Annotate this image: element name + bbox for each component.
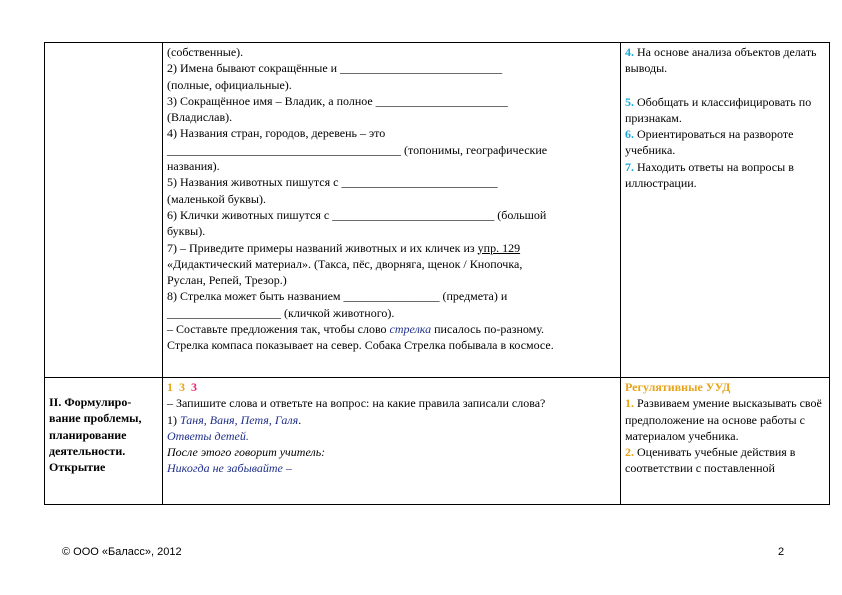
text-line: (Владислав). — [167, 110, 233, 125]
skill-text: Оценивать учебные действия в соответствии с поставленной — [625, 445, 796, 476]
stage-cell: II. Формулиро-вание проблемы, планирование деятельности. Открытие — [45, 378, 163, 505]
skill-number: 1. — [625, 396, 634, 411]
text-span: писалось по-разному. — [431, 322, 545, 337]
marks-line — [167, 379, 616, 395]
uud-heading: Регулятивные УУД — [625, 380, 731, 394]
skill-text: Находить ответы на вопросы в иллюстрации. — [625, 159, 794, 191]
skill-number: 5. — [625, 94, 634, 109]
text-line: 5) Названия животных пишутся с __________________________ — [167, 175, 498, 190]
text-line: «Дидактический материал». (Такса, пёс, дворняга, щенок / Кнопочка, — [167, 256, 523, 271]
text-line: (собственные). — [167, 45, 244, 59]
page-number: 2 — [778, 546, 785, 558]
text-line — [167, 321, 616, 337]
skill-text: Обобщать и классифицировать по признакам. — [625, 94, 812, 125]
text-span: – Составьте предложения так, чтобы слово — [167, 322, 390, 337]
text-line: (маленькой буквы). — [167, 191, 266, 206]
skill-text: Ориентироваться на развороте учебника. — [625, 127, 794, 158]
skill-item — [625, 159, 825, 192]
skills-cell — [621, 378, 830, 505]
exercise-link[interactable]: упр. 129 — [477, 240, 521, 255]
text-span: . — [298, 412, 302, 427]
text-line — [167, 412, 616, 428]
text-line: 3) Сокращённое имя – Владик, а полное ______________________ — [167, 93, 508, 108]
teacher-text: После этого говорит учитель: — [167, 445, 326, 460]
text-line: названия). — [167, 159, 220, 174]
table-row — [45, 378, 830, 505]
text-line: _______________________________________ (топонимы, географические — [167, 142, 548, 157]
table-row — [45, 43, 830, 378]
skill-number: 2. — [625, 445, 634, 460]
highlight-word: стрелка — [389, 322, 432, 337]
skill-text: На основе анализа объектов делать выводы. — [625, 45, 817, 76]
mark-3: 3 — [191, 380, 197, 394]
text-line: 4) Названия стран, городов, деревень – это — [167, 126, 386, 141]
skill-number: 7. — [625, 159, 634, 174]
skill-item — [625, 126, 825, 159]
spacer — [625, 77, 825, 94]
text-line: буквы). — [167, 224, 206, 239]
stage-cell-empty — [45, 43, 163, 378]
text-span: 1) — [167, 412, 180, 427]
skills-cell — [621, 43, 830, 378]
answers-text: Ответы детей. — [167, 428, 249, 443]
skill-text: Развиваем умение высказывать своё предположение на основе работы с материалом учебника. — [625, 396, 822, 443]
text-line: Руслан, Репей, Трезор.) — [167, 273, 287, 288]
text-line: 6) Клички животных пишутся с ___________________________ (большой — [167, 207, 547, 222]
content-cell — [163, 378, 621, 505]
text-line — [167, 240, 616, 256]
skill-number: 6. — [625, 127, 634, 142]
text-line: 2) Имена бывают сокращённые и ___________________________ — [167, 61, 503, 76]
skill-item — [625, 44, 825, 77]
text-span: 7) – Приведите примеры названий животных и их кличек из — [167, 240, 478, 255]
task-text: – Запишите слова и ответьте на вопрос: на какие правила записали слова? — [167, 396, 546, 411]
skill-item — [625, 444, 825, 477]
skill-number: 4. — [625, 45, 634, 59]
lesson-table — [44, 42, 830, 505]
skill-item — [625, 395, 825, 444]
mark-2: 3 — [179, 380, 185, 394]
never-forget-text: Никогда не забывайте – — [167, 461, 292, 476]
text-line: 8) Стрелка может быть названием ________________ (предмета) и — [167, 289, 508, 304]
content-cell — [163, 43, 621, 378]
footer-copyright: © ООО «Баласс», 2012 — [62, 546, 182, 558]
skill-item — [625, 94, 825, 127]
names-list: Таня, Ваня, Петя, Галя — [180, 412, 299, 427]
text-line: ___________________ (кличкой животного). — [167, 305, 395, 320]
mark-1: 1 — [167, 380, 173, 394]
text-line: (полные, официальные). — [167, 77, 292, 92]
text-line: Стрелка компаса показывает на север. Собака Стрелка побывала в космосе. — [167, 338, 554, 353]
